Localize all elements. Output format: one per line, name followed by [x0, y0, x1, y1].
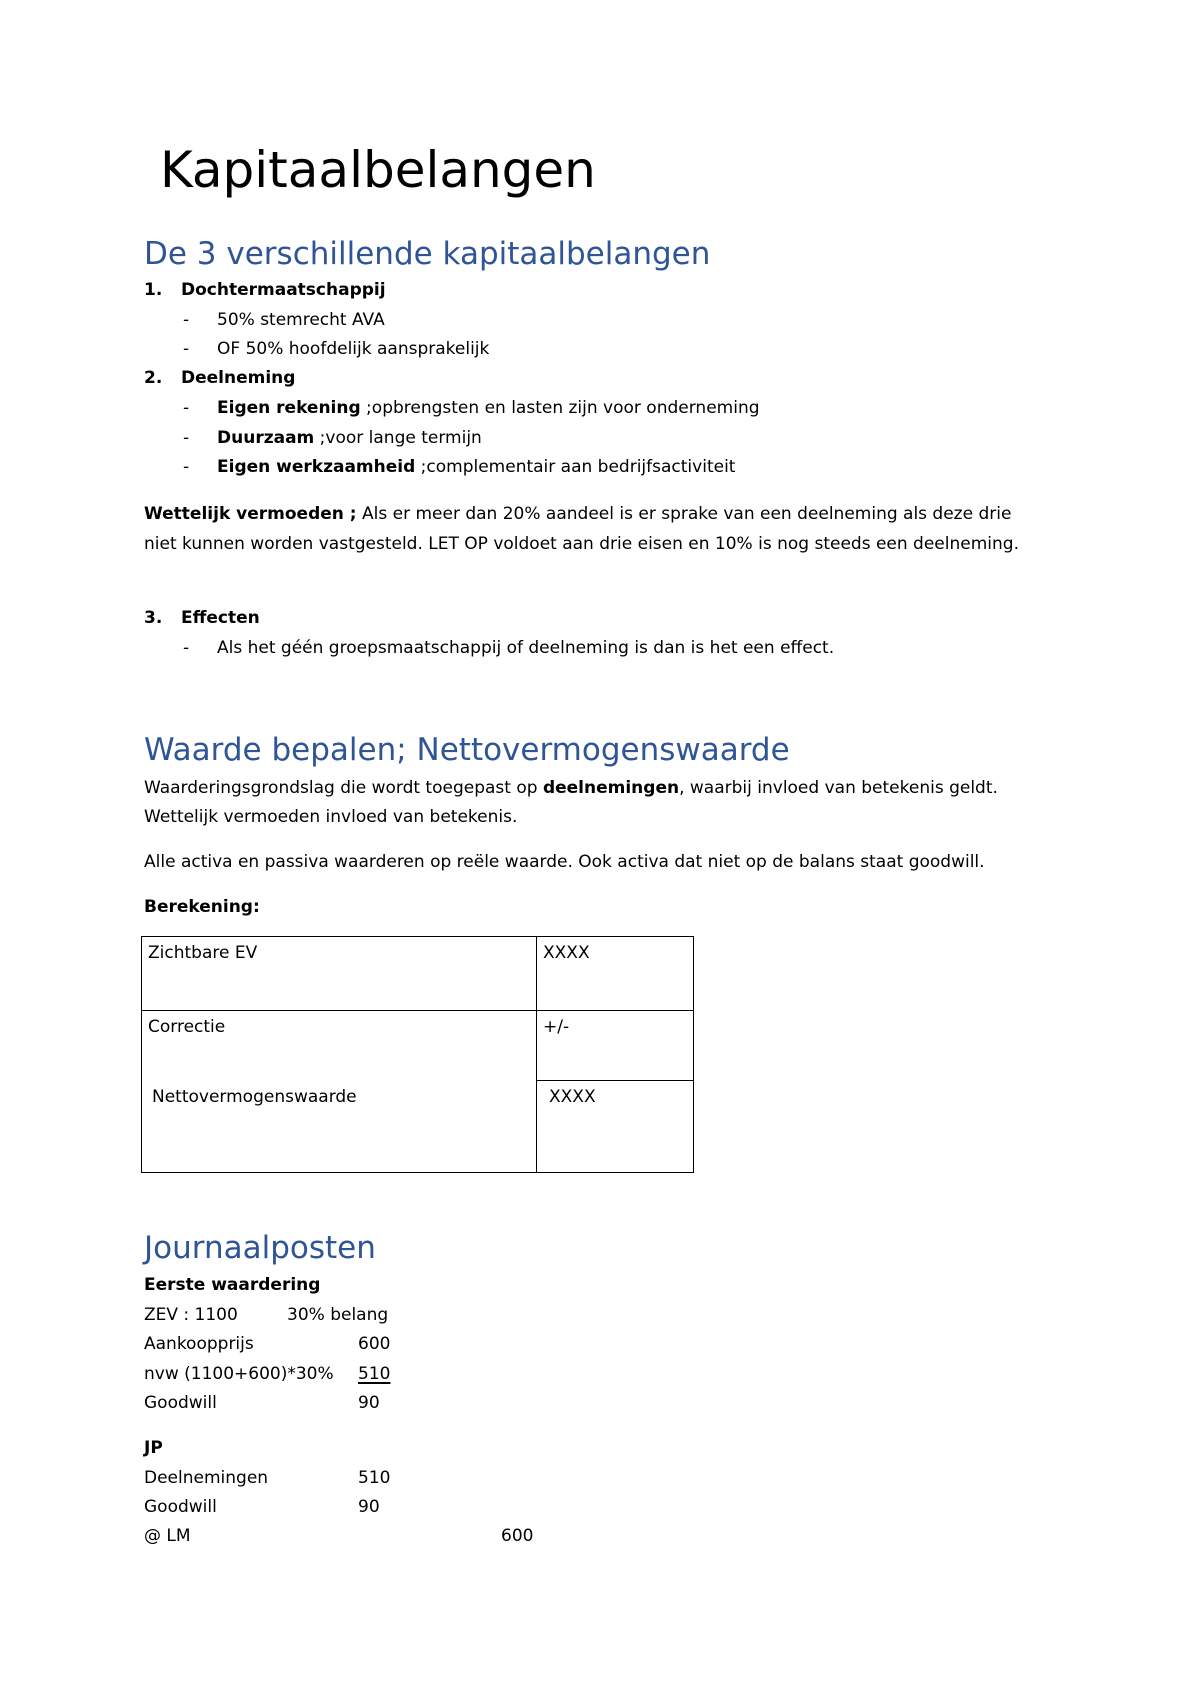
table-cell-value: XXXX — [537, 937, 694, 1011]
entry-value: 90 — [358, 1393, 380, 1413]
note-text: Als er meer dan 20% aandeel is er sprake van een deelneming als deze drie niet kunnen worden vastgesteld. LET OP voldoet aan drie eisen en 10% is nog steeds een deelneming. — [144, 504, 1019, 554]
table-cell-label: Zichtbare EV — [142, 937, 537, 1011]
calculation-label: Berekening: — [144, 897, 260, 917]
section-heading-journaalposten: Journaalposten — [144, 1230, 376, 1266]
list-item-label: Dochtermaatschappij — [181, 280, 386, 300]
entry-label: Goodwill — [144, 1393, 217, 1413]
bullet-text: ;opbrengsten en lasten zijn voor onderneming — [360, 398, 760, 418]
calculation-table — [141, 936, 694, 1173]
table-cell-value: XXXX — [537, 1081, 694, 1173]
bullet-line — [217, 455, 735, 479]
table-row — [142, 1081, 694, 1173]
page-title: Kapitaalbelangen — [160, 141, 596, 199]
bullet-text: ;complementair aan bedrijfsactiviteit — [415, 457, 736, 477]
table-cell-label: Nettovermogenswaarde — [142, 1081, 537, 1173]
bullet-dash: - — [183, 638, 190, 658]
bullet-bold: Eigen rekening — [217, 398, 361, 418]
entry-label: nvw (1100+600)*30% — [144, 1364, 334, 1384]
bullet-line — [217, 426, 482, 450]
subheading: Eerste waardering — [144, 1275, 321, 1295]
bullet-text: 50% stemrecht AVA — [217, 310, 385, 330]
table-row — [142, 937, 694, 1011]
bullet-bold: Eigen werkzaamheid — [217, 457, 416, 477]
bullet-dash: - — [183, 339, 190, 359]
bullet-dash: - — [183, 428, 190, 448]
text-run: Waarderingsgrondslag die wordt toegepast op — [144, 778, 543, 798]
bullet-dash: - — [183, 457, 190, 477]
bold-term: deelnemingen — [542, 778, 680, 798]
entry-label: ZEV : 1100 — [144, 1305, 238, 1325]
bullet-bold: Duurzaam — [217, 428, 315, 448]
table-row — [142, 1011, 694, 1081]
entry-label: Goodwill — [144, 1497, 217, 1517]
entry-label: Aankoopprijs — [144, 1334, 254, 1354]
entry-value: 600 — [358, 1334, 391, 1354]
bullet-text: OF 50% hoofdelijk aansprakelijk — [217, 339, 490, 359]
bullet-dash: - — [183, 398, 190, 418]
entry-value: 510 — [358, 1468, 391, 1488]
entry-value: 600 — [501, 1526, 534, 1546]
entry-label: Deelnemingen — [144, 1468, 269, 1488]
note-paragraph — [144, 500, 1044, 559]
section-heading-nettovermogenswaarde: Waarde bepalen; Nettovermogenswaarde — [144, 732, 790, 768]
paragraph-line — [144, 776, 998, 800]
list-number: 3. — [144, 608, 163, 628]
text-run: , waarbij invloed van betekenis geldt. — [679, 778, 998, 798]
entry-value: 30% belang — [287, 1305, 389, 1325]
paragraph-line: Wettelijk vermoeden invloed van betekenis. — [144, 807, 518, 827]
section-heading-kapitaalbelangen: De 3 verschillende kapitaalbelangen — [144, 236, 711, 272]
bullet-text: ;voor lange termijn — [314, 428, 482, 448]
table-cell-label: Correctie — [142, 1011, 537, 1081]
bullet-line — [217, 396, 760, 420]
list-number: 1. — [144, 280, 163, 300]
subheading: JP — [144, 1438, 163, 1458]
bullet-text: Als het géén groepsmaatschappij of deelneming is dan is het een effect. — [217, 638, 835, 658]
paragraph: Alle activa en passiva waarderen op reële waarde. Ook activa dat niet op de balans staat goodwill. — [144, 852, 985, 872]
list-item-label: Deelneming — [181, 368, 296, 388]
entry-value: 90 — [358, 1497, 380, 1517]
note-bold: Wettelijk vermoeden ; — [144, 504, 357, 524]
entry-value: 510 — [358, 1364, 391, 1384]
list-number: 2. — [144, 368, 163, 388]
table-cell-value: +/- — [537, 1011, 694, 1081]
list-item-label: Effecten — [181, 608, 260, 628]
entry-label: @ LM — [144, 1526, 191, 1546]
bullet-dash: - — [183, 310, 190, 330]
